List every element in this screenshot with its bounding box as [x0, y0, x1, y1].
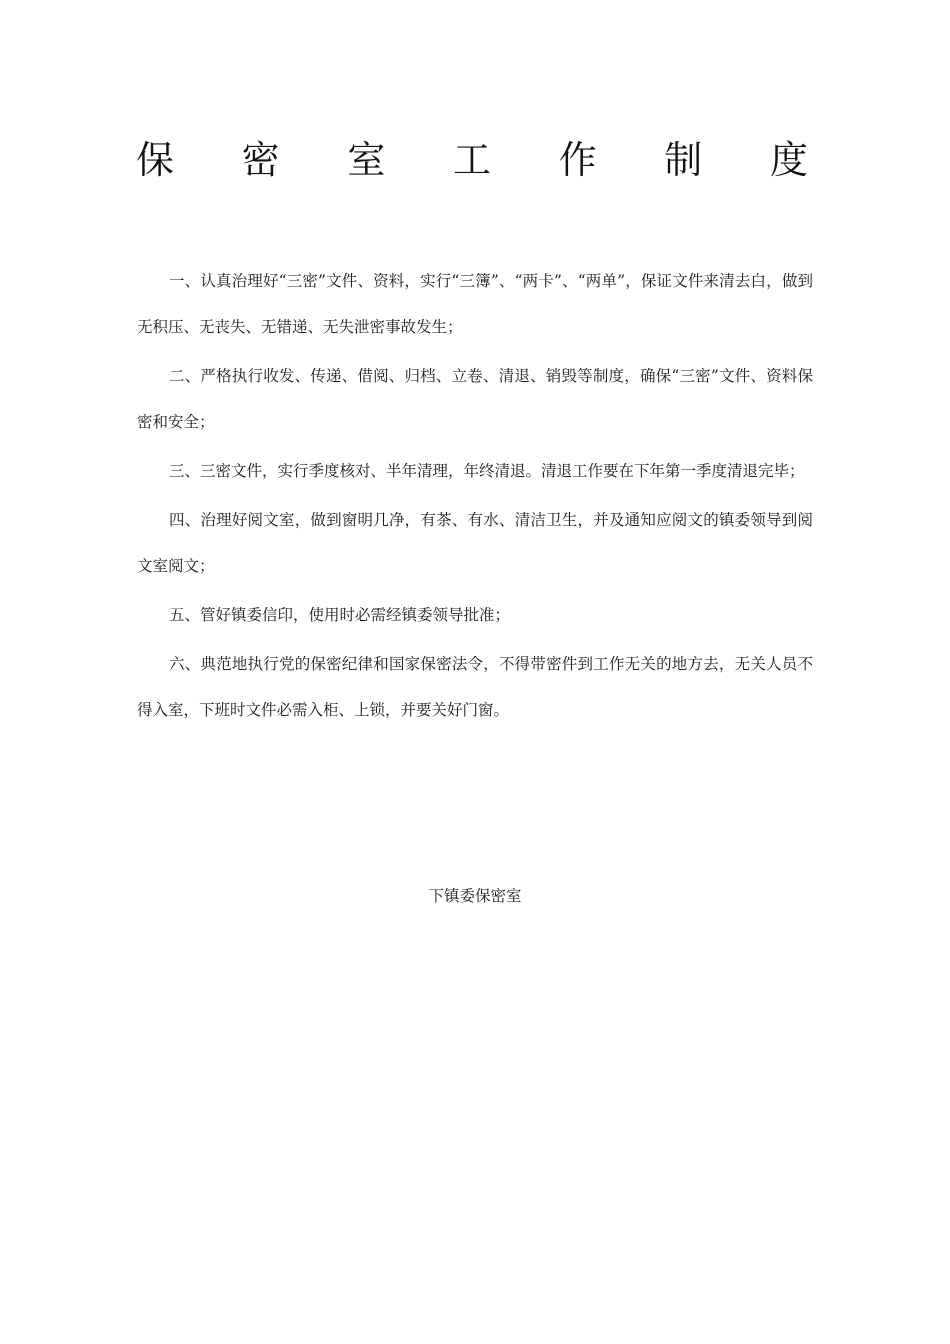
document-body [137, 258, 813, 736]
rule-paragraph-1: 一、认真治理好“三密”文件、资料，实行“三簿”、“两卡”、“两单”，保证文件来清去白，做到无积压、无丧失、无错递、无失泄密事故发生； [137, 272, 813, 336]
rule-paragraph-2: 二、严格执行收发、传递、借阅、归档、立卷、清退、销毁等制度，确保“三密”文件、资料保密和安全； [137, 367, 813, 431]
title-char: 作 [558, 138, 597, 182]
title-char: 工 [452, 138, 491, 182]
title-char: 密 [241, 138, 280, 182]
document-title [136, 136, 808, 184]
rule-paragraph-5: 五、管好镇委信印，使用时必需经镇委领导批准； [169, 606, 511, 624]
title-char: 制 [664, 138, 703, 182]
title-char: 保 [136, 138, 175, 182]
rule-paragraph-6: 六、典范地执行党的保密纪律和国家保密法令，不得带密件到工作无关的地方去，无关人员不得入室，下班时文件必需入柜、上锁，并要关好门窗。 [137, 655, 813, 719]
signature: 下镇委保密室 [428, 887, 522, 905]
rule-paragraph-3: 三、三密文件，实行季度核对、半年清理，年终清退。清退工作要在下年第一季度清退完毕； [169, 462, 805, 480]
title-char: 室 [347, 138, 386, 182]
rule-paragraph-4: 四、治理好阅文室，做到窗明几净，有茶、有水、清洁卫生，并及通知应阅文的镇委领导到阅文室阅文； [137, 511, 813, 575]
title-char: 度 [769, 138, 808, 182]
